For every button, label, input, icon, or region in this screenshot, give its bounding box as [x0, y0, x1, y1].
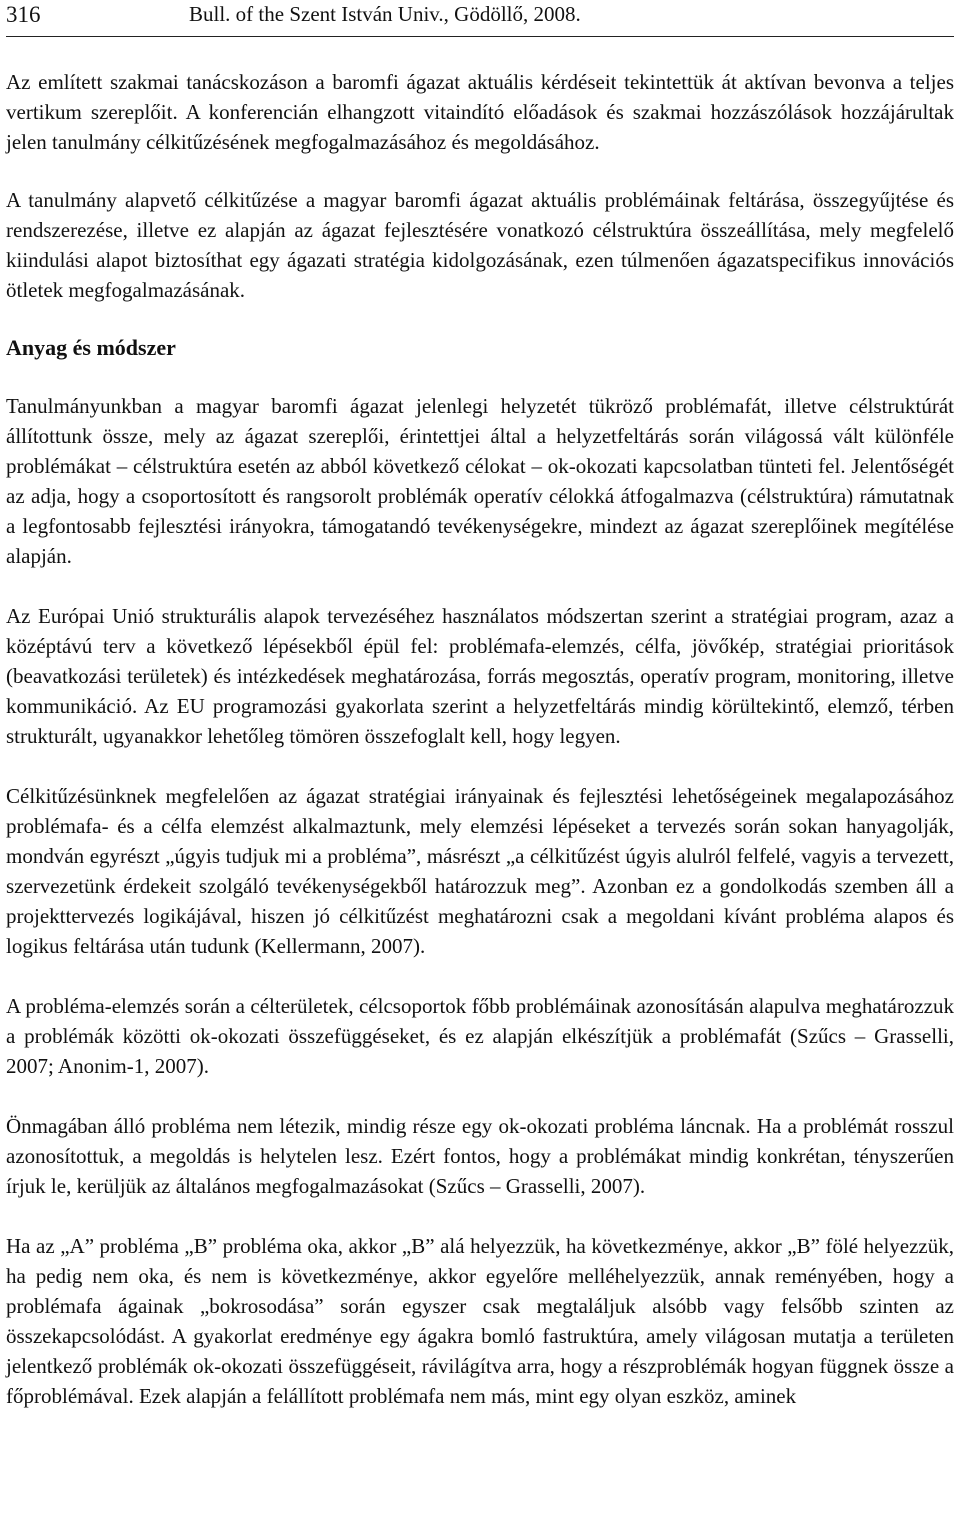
- paragraph-goal-analysis: Célkitűzésünknek megfelelően az ágazat stratégiai irányainak és fejlesztési lehetőségeinek megalapozásához problémafa- és a célfa elemzést alkalmaztunk, mely elemzési lépéseket a tervezés során sokan hanyagolják, mondván egyrészt „úgyis tudjuk mi a probléma”, másrészt „a célkitűzést úgyis alulról felfelé, vagyis a tervezett, szervezetünk érdekeit szolgáló tevékenységekből határozzuk meg”. Azonban ez a gondolkodás szemben áll a projekttervezés logikájával, hiszen jó célkitűzést meghatározni csak a megoldani kívánt probléma alapos és logikus feltárása után tudunk (Kellermann, 2007).: [6, 784, 954, 958]
- paragraph-objective: A tanulmány alapvető célkitűzése a magyar baromfi ágazat aktuális problémáinak feltárása, összegyűjtése és rendszerezése, illetve ez alapján az ágazat fejlesztésére vonatkozó célstruktúra összeállítása, mely megfelelő kiindulási alapot biztosíthat egy ágazati stratégia kidolgozásának, ezen túlmenően ágazatspecifikus innovációs ötletek megfogalmazásának.: [6, 188, 954, 302]
- page-number: 316: [6, 2, 41, 27]
- paragraph-causal-chain: Önmagában álló probléma nem létezik, mindig része egy ok-okozati probléma láncnak. Ha a problémát rosszul azonosítottuk, a megoldás is helytelen lesz. Ezért fontos, hogy a problémákat mindig konkrétan, tényszerűen írjuk le, kerüljük az általános megfogalmazásokat (Szűcs – Grasselli, 2007).: [6, 1114, 954, 1198]
- paragraph-conference: Az említett szakmai tanácskozáson a baromfi ágazat aktuális kérdéseit tekintettük át aktívan bevonva a teljes vertikum szereplőit. A konferencián elhangzott vitaindító előadások és szakmai hozzászólások hozzájárultak jelen tanulmány célkitűzésének megfogalmazásához és megoldásához.: [6, 70, 954, 154]
- journal-citation: Bull. of the Szent István Univ., Gödöllő, 2008.: [189, 2, 581, 26]
- document-page: [6, 0, 954, 1411]
- paragraph-tree-structure: Ha az „A” probléma „B” probléma oka, akkor „B” alá helyezzük, ha következménye, akkor „B” fölé helyezzük, ha pedig nem oka, és nem is következménye, akkor egyelőre melléhelyezzük, annak reményében, hogy a problémafa ágainak „bokrosodása” során egyszer csak megtaláljuk alsóbb vagy felsőbb szinten az összekapcsolódást. A gyakorlat eredménye egy ágakra bomló fastruktúra, amely világosan mutatja a területen jelentkező problémák ok-okozati összefüggéseit, rávilágítva arra, hogy a részproblémák hogyan függnek össze a főproblémával. Ezek alapján a felállított problémafa nem más, mint egy olyan eszköz, aminek: [6, 1234, 954, 1408]
- running-header: [6, 0, 954, 37]
- paragraph-eu-methodology: Az Európai Unió strukturális alapok tervezéséhez használatos módszertan szerint a stratégiai program, azaz a középtávú terv a következő lépésekből épül fel: problémafa-elemzés, célfa, jövőkép, stratégiai prioritások (beavatkozási területek) és intézkedések meghatározása, forrás megosztás, operatív program, monitoring, illetve kommunikáció. Az EU programozási gyakorlata szerint a helyzetfeltárás mindig körültekintő, elemző, térben strukturált, ugyanakkor lehetőleg tömören összefoglalt kell, hogy legyen.: [6, 604, 954, 748]
- paragraph-problem-tree-study: Tanulmányunkban a magyar baromfi ágazat jelenlegi helyzetét tükröző problémafát, illetve célstruktúrát állítottunk össze, mely az ágazat szereplői, érintettjei által a helyzetfeltárás során világossá vált különféle problémákat – célstruktúra esetén az abból következő célokat – ok-okozati kapcsolatban tünteti fel. Jelentőségét az adja, hogy a csoportosított és rangsorolt problémák operatív célokká átfogalmazva (célstruktúra) rámutatnak a legfontosabb fejlesztési irányokra, támogatandó tevékenységekre, mindezt az ágazat szereplőinek megítélése alapján.: [6, 394, 954, 568]
- section-heading-materials-methods: Anyag és módszer: [6, 335, 176, 360]
- paragraph-problem-analysis: A probléma-elemzés során a célterületek, célcsoportok főbb problémáinak azonosításán alapulva meghatározzuk a problémák közötti ok-okozati összefüggéseket, és ez alapján elkészítjük a problémafát (Szűcs – Grasselli, 2007; Anonim-1, 2007).: [6, 994, 954, 1078]
